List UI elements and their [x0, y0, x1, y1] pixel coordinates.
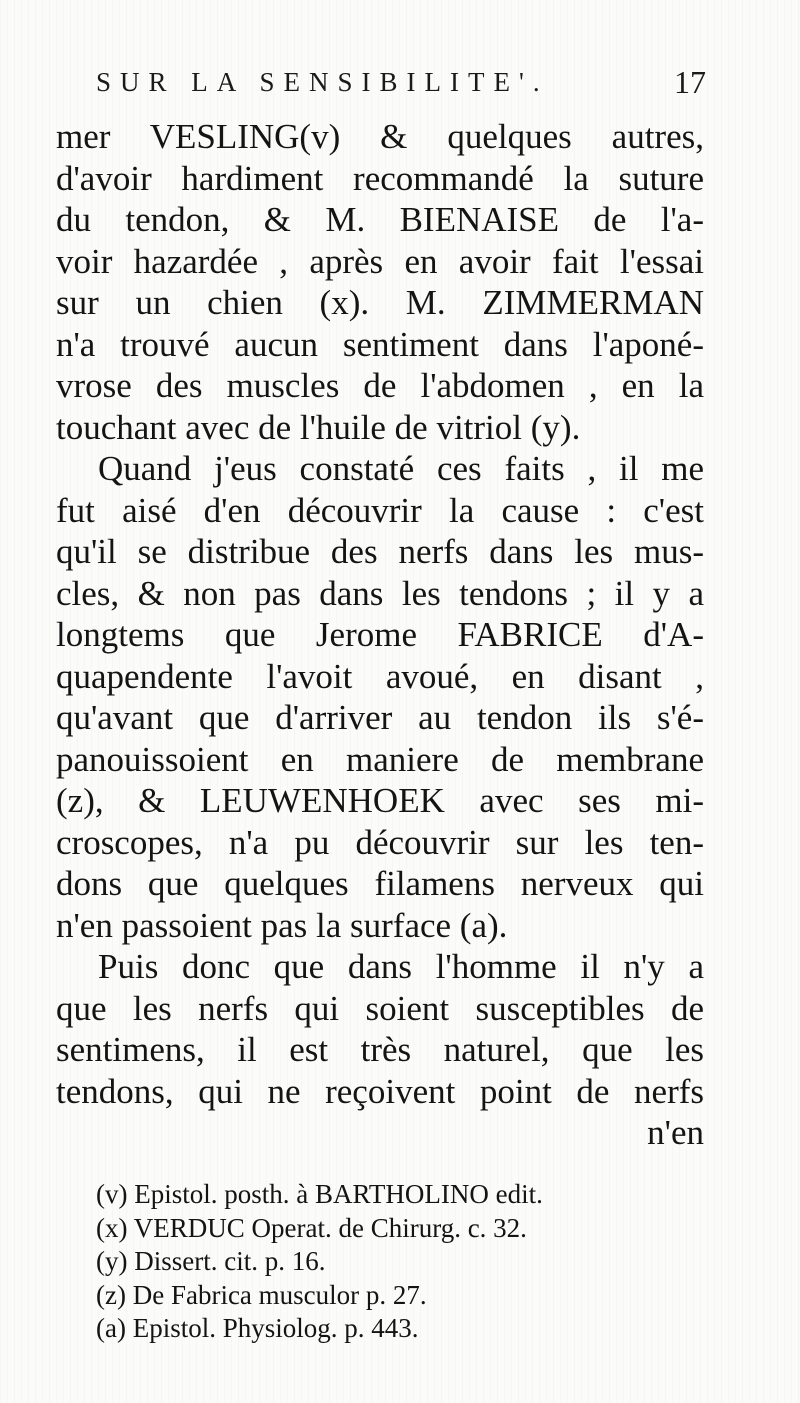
text-line: Puis donc que dans l'homme il n'y a: [98, 947, 704, 986]
text-line: fut aisé d'en découvrir la cause : c'est: [56, 490, 704, 530]
running-head-title: SUR LA SENSIBILITE'.: [96, 67, 549, 97]
text-line: qu'avant que d'arriver au tendon ils s'é-: [56, 698, 704, 737]
text-line: d'avoir hardiment recommandé la suture: [56, 158, 704, 198]
text-line: (z), & LEUWENHOEK avec ses mi-: [56, 781, 704, 820]
text-line: voir hazardée , après en avoir fait l'essai: [56, 241, 704, 281]
text-line: croscopes, n'a pu découvrir sur les ten-: [56, 822, 704, 862]
text-line: tendons, qui ne reçoivent point de nerfs: [56, 1071, 704, 1111]
footnote: (a) Epistol. Physiolog. p. 443.: [96, 1313, 419, 1343]
text-line: cles, & non pas dans les tendons ; il y a: [56, 573, 704, 613]
footnotes: [96, 1178, 704, 1346]
text-line: du tendon, & M. BIENAISE de l'a-: [56, 200, 704, 239]
text-line: touchant avec de l'huile de vitriol (y).: [56, 407, 581, 447]
footnote: (y) Dissert. cit. p. 16.: [96, 1246, 326, 1276]
text-line: longtems que Jerome FABRICE d'A-: [56, 615, 704, 654]
text-line: sentimens, il est très naturel, que les: [56, 1030, 704, 1069]
text-line: dons que quelques filamens nerveux qui: [56, 864, 704, 903]
text-line: Quand j'eus constaté ces faits , il me: [98, 449, 704, 488]
text-line: n'a trouvé aucun sentiment dans l'aponé-: [56, 324, 704, 364]
catchword: n'en: [647, 1113, 704, 1152]
text-line: quapendente l'avoit avoué, en disant ,: [56, 656, 704, 696]
footnote: (v) Epistol. posth. à BARTHOLINO edit.: [96, 1179, 543, 1209]
page-number: 17: [674, 64, 706, 100]
text-line: panouissoient en maniere de membrane: [56, 739, 704, 779]
text-line: qu'il se distribue des nerfs dans les mus-: [56, 532, 704, 571]
text-line: sur un chien (x). M. ZIMMERMAN: [56, 283, 704, 322]
footnote: (x) VERDUC Operat. de Chirurg. c. 32.: [96, 1212, 527, 1243]
text-line: que les nerfs qui soient susceptibles de: [56, 988, 704, 1028]
body-text: [56, 116, 704, 1154]
text-line: vrose des muscles de l'abdomen , en la: [56, 366, 704, 405]
running-head: [96, 62, 706, 102]
footnote: (z) De Fabrica musculor p. 27.: [96, 1279, 427, 1310]
text-line: n'en passoient pas la surface (a).: [56, 905, 508, 945]
text-line: mer VESLING(v) & quelques autres,: [56, 117, 704, 156]
